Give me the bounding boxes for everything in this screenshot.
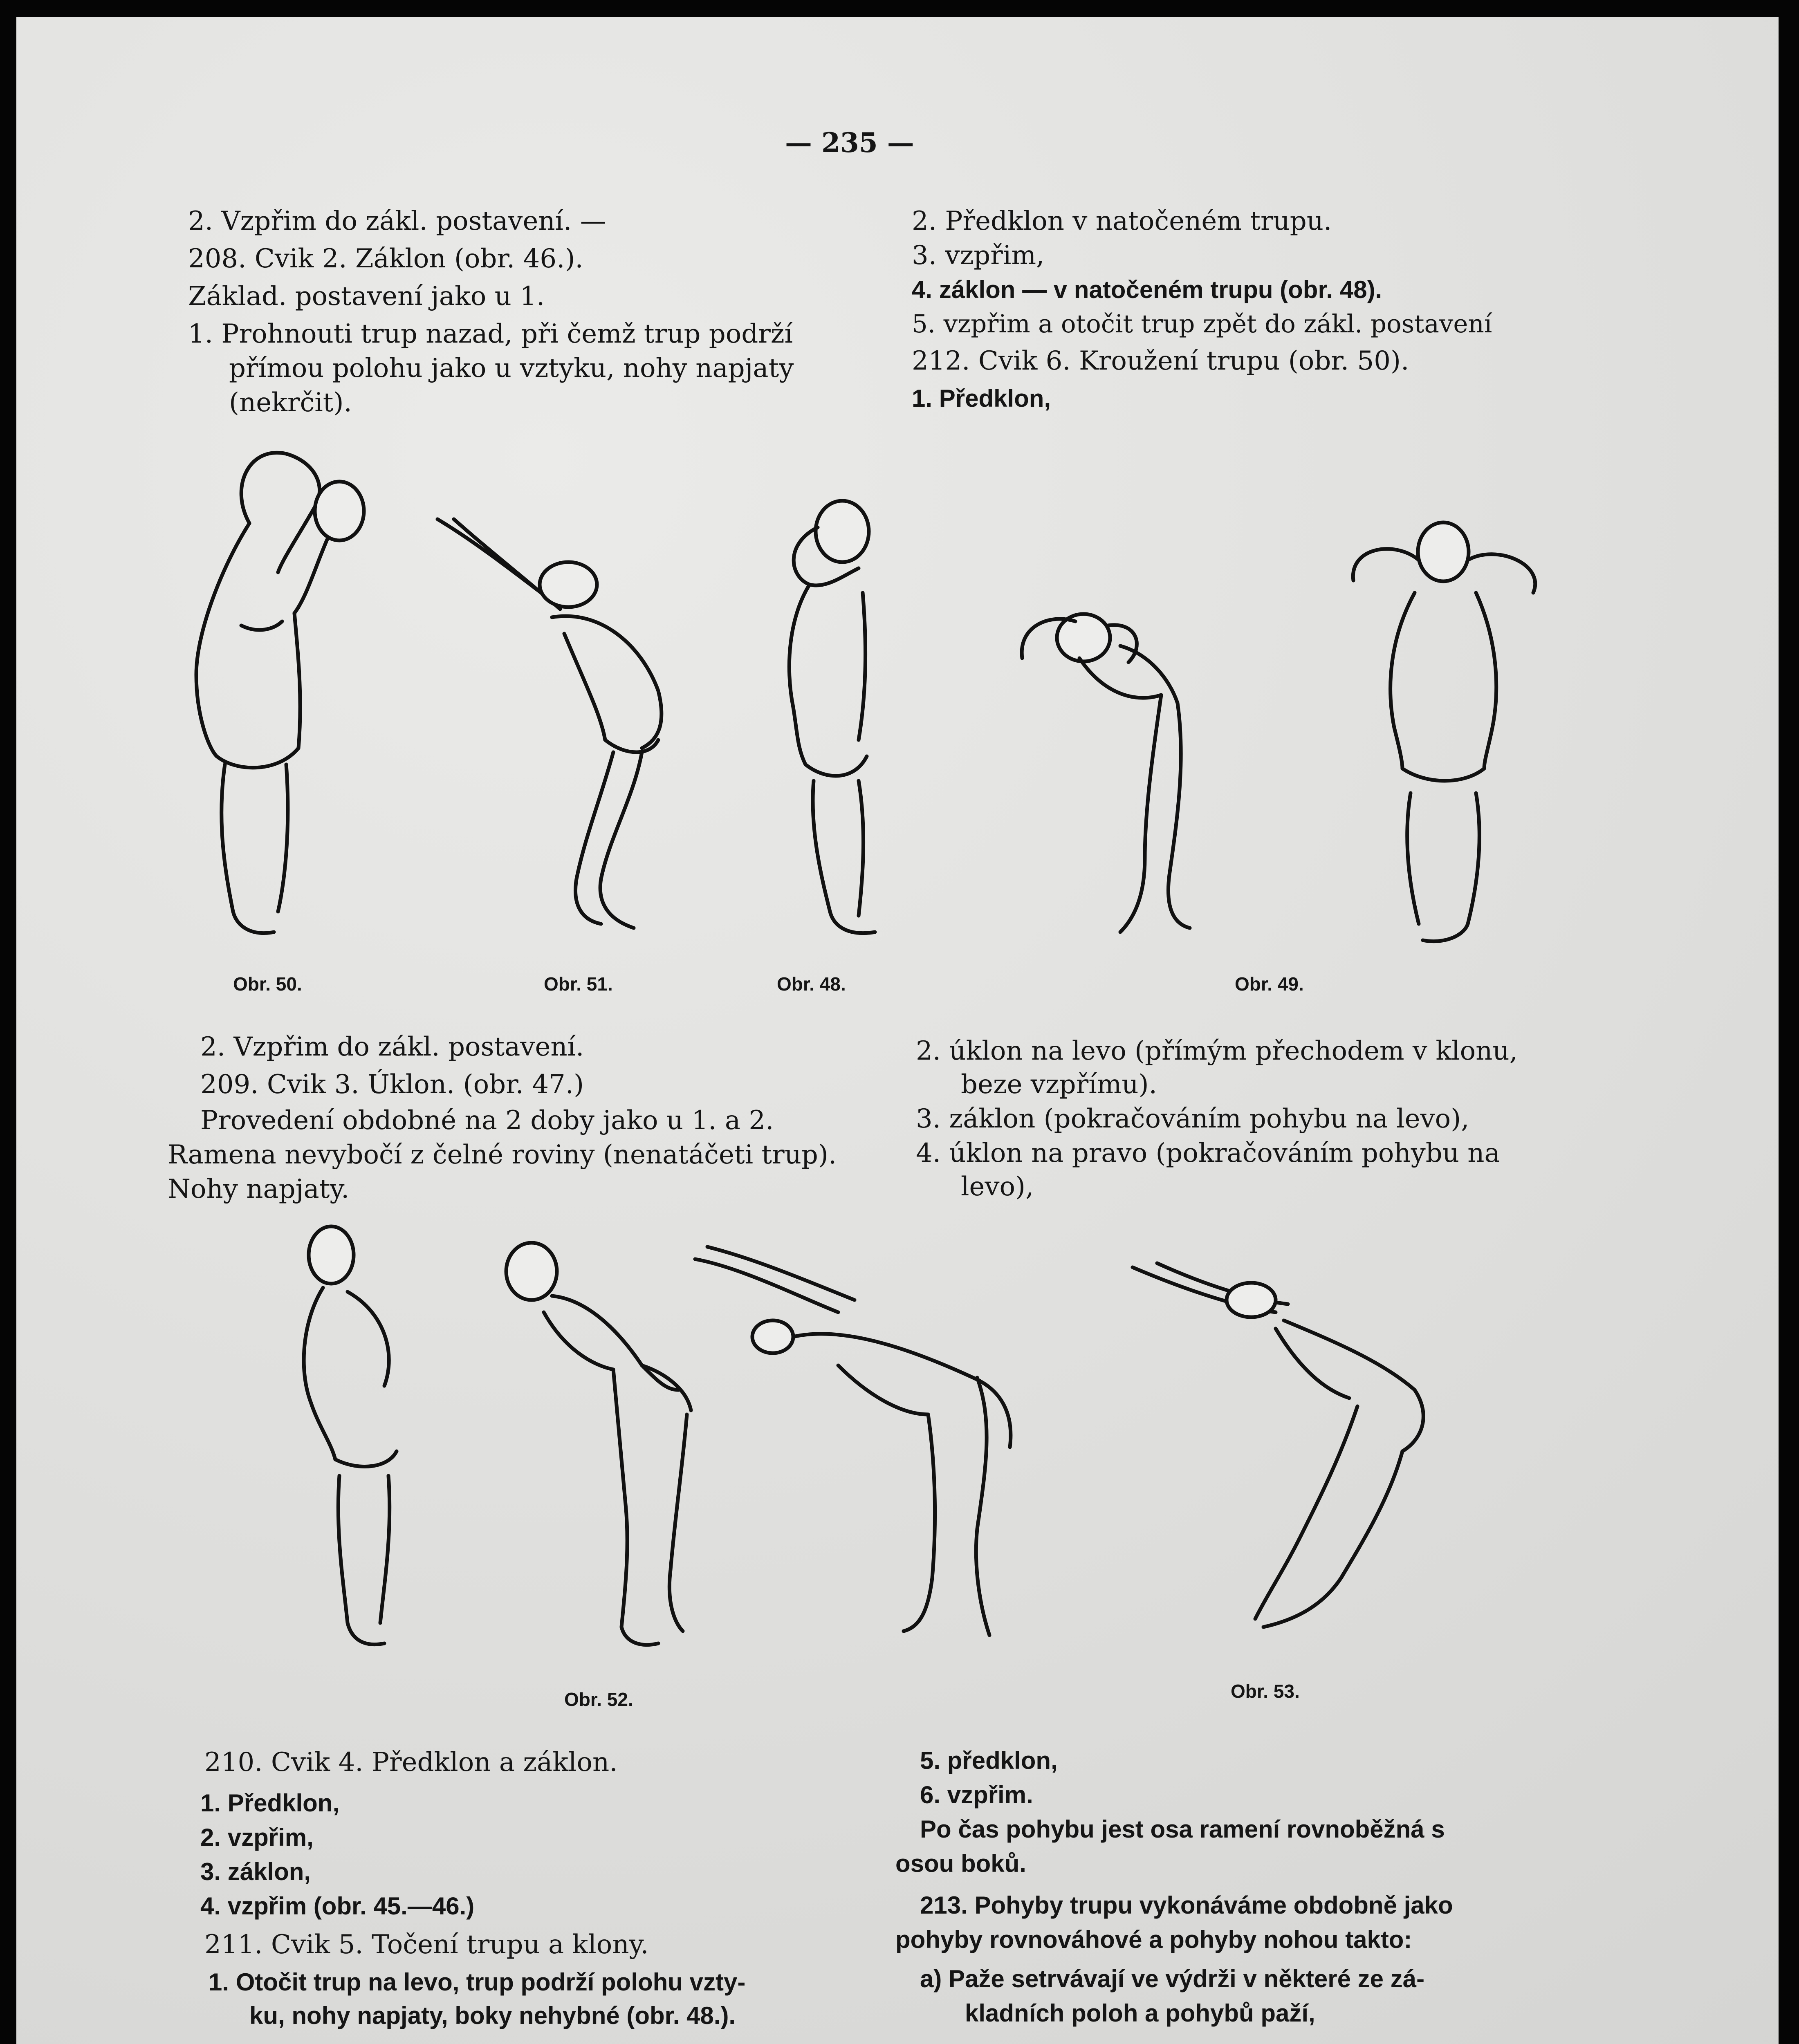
right-top-line-2: 3. vzpřim,: [912, 240, 1045, 271]
left-bottom-line-2: 1. Předklon,: [200, 1789, 340, 1817]
left-bottom-line-7: 1. Otočit trup na levo, trup podrží polohu vzty-: [209, 1968, 746, 1996]
left-bottom-line-6: 211. Cvik 5. Točení trupu a klony.: [204, 1930, 649, 1960]
left-top-line-3: Základ. postavení jako u 1.: [188, 281, 545, 312]
caption-obr-52: Obr. 52.: [564, 1689, 633, 1710]
right-top-line-3: 4. záklon — v natočeném trupu (obr. 48).: [912, 276, 1382, 303]
right-bottom-line-6: pohyby rovnováhové a pohyby nohou takto:: [895, 1926, 1412, 1953]
right-mid-line-5: levo),: [961, 1172, 1034, 1202]
figure-53-bend: [1128, 1259, 1439, 1664]
caption-obr-48: Obr. 48.: [777, 973, 846, 995]
left-top-line-2: 208. Cvik 2. Záklon (obr. 46.).: [188, 244, 583, 274]
left-bottom-line-5: 4. vzpřim (obr. 45.—46.): [200, 1892, 475, 1920]
left-mid-line-2: 209. Cvik 3. Úklon. (obr. 47.): [200, 1069, 584, 1100]
right-bottom-line-3: Po čas pohybu jest osa ramení rovnoběžná s: [920, 1815, 1445, 1843]
right-mid-line-3: 3. záklon (pokračováním pohybu na levo),: [916, 1104, 1469, 1134]
left-bottom-line-4: 3. záklon,: [200, 1858, 311, 1885]
right-top-line-1: 2. Předklon v natočeném trupu.: [912, 206, 1332, 236]
left-mid-line-3: Provedení obdobné na 2 doby jako u 1. a 2.: [200, 1105, 774, 1136]
right-mid-line-2: beze vzpřímu).: [961, 1069, 1157, 1100]
right-bottom-line-7: a) Paže setrvávají ve výdrži v některé ze zá-: [920, 1965, 1425, 1992]
left-mid-line-1: 2. Vzpřim do zákl. postavení.: [200, 1032, 584, 1062]
left-top-line-5: přímou polohu jako u vztyku, nohy napjaty: [229, 353, 794, 383]
figure-51-forward-bend: [429, 511, 675, 953]
figure-52b-lean: [491, 1235, 703, 1656]
left-top-line-4: 1. Prohnouti trup nazad, při čemž trup podrží: [188, 319, 793, 349]
left-mid-line-5: Nohy napjaty.: [168, 1174, 350, 1204]
page-number: — 235 —: [785, 127, 914, 159]
caption-obr-50: Obr. 50.: [233, 973, 302, 995]
right-bottom-line-2: 6. vzpřim.: [920, 1781, 1033, 1809]
left-top-line-1: 2. Vzpřim do zákl. postavení. —: [188, 206, 606, 236]
left-bottom-line-8: ku, nohy napjaty, boky nehybné (obr. 48.).: [249, 2002, 736, 2029]
right-mid-line-4: 4. úklon na pravo (pokračováním pohybu na: [916, 1138, 1500, 1168]
left-bottom-line-3: 2. vzpřim,: [200, 1824, 314, 1851]
left-bottom-line-1: 210. Cvik 4. Předklon a záklon.: [204, 1747, 618, 1777]
right-mid-line-1: 2. úklon na levo (přímým přechodem v klonu,: [916, 1036, 1518, 1066]
left-mid-line-4: Ramena nevybočí z čelné roviny (nenatáčeti trup).: [168, 1140, 837, 1170]
right-top-line-5: 212. Cvik 6. Kroužení trupu (obr. 50).: [912, 346, 1409, 376]
caption-obr-49: Obr. 49.: [1235, 973, 1304, 995]
figure-49b-upright: [1341, 515, 1554, 953]
right-top-line-4: 5. vzpřim a otočit trup zpět do zákl. postavení: [912, 309, 1492, 338]
caption-obr-53: Obr. 53.: [1231, 1681, 1300, 1702]
figure-49-twist-bend: [1014, 523, 1227, 953]
caption-obr-51: Obr. 51.: [544, 973, 613, 995]
figure-50-backbend: [180, 437, 393, 953]
right-bottom-line-4: osou boků.: [895, 1850, 1026, 1877]
figure-48-twist: [760, 495, 891, 953]
right-bottom-line-1: 5. předklon,: [920, 1747, 1058, 1774]
right-bottom-line-8: kladních poloh a pohybů paží,: [965, 1999, 1315, 2027]
right-top-line-6: 1. Předklon,: [912, 385, 1051, 412]
left-top-line-6: (nekrčit).: [229, 388, 352, 418]
right-bottom-line-5: 213. Pohyby trupu vykonáváme obdobně jako: [920, 1892, 1453, 1919]
figure-52c-forward-reach: [691, 1243, 1030, 1656]
figure-52a-upright: [294, 1222, 417, 1656]
